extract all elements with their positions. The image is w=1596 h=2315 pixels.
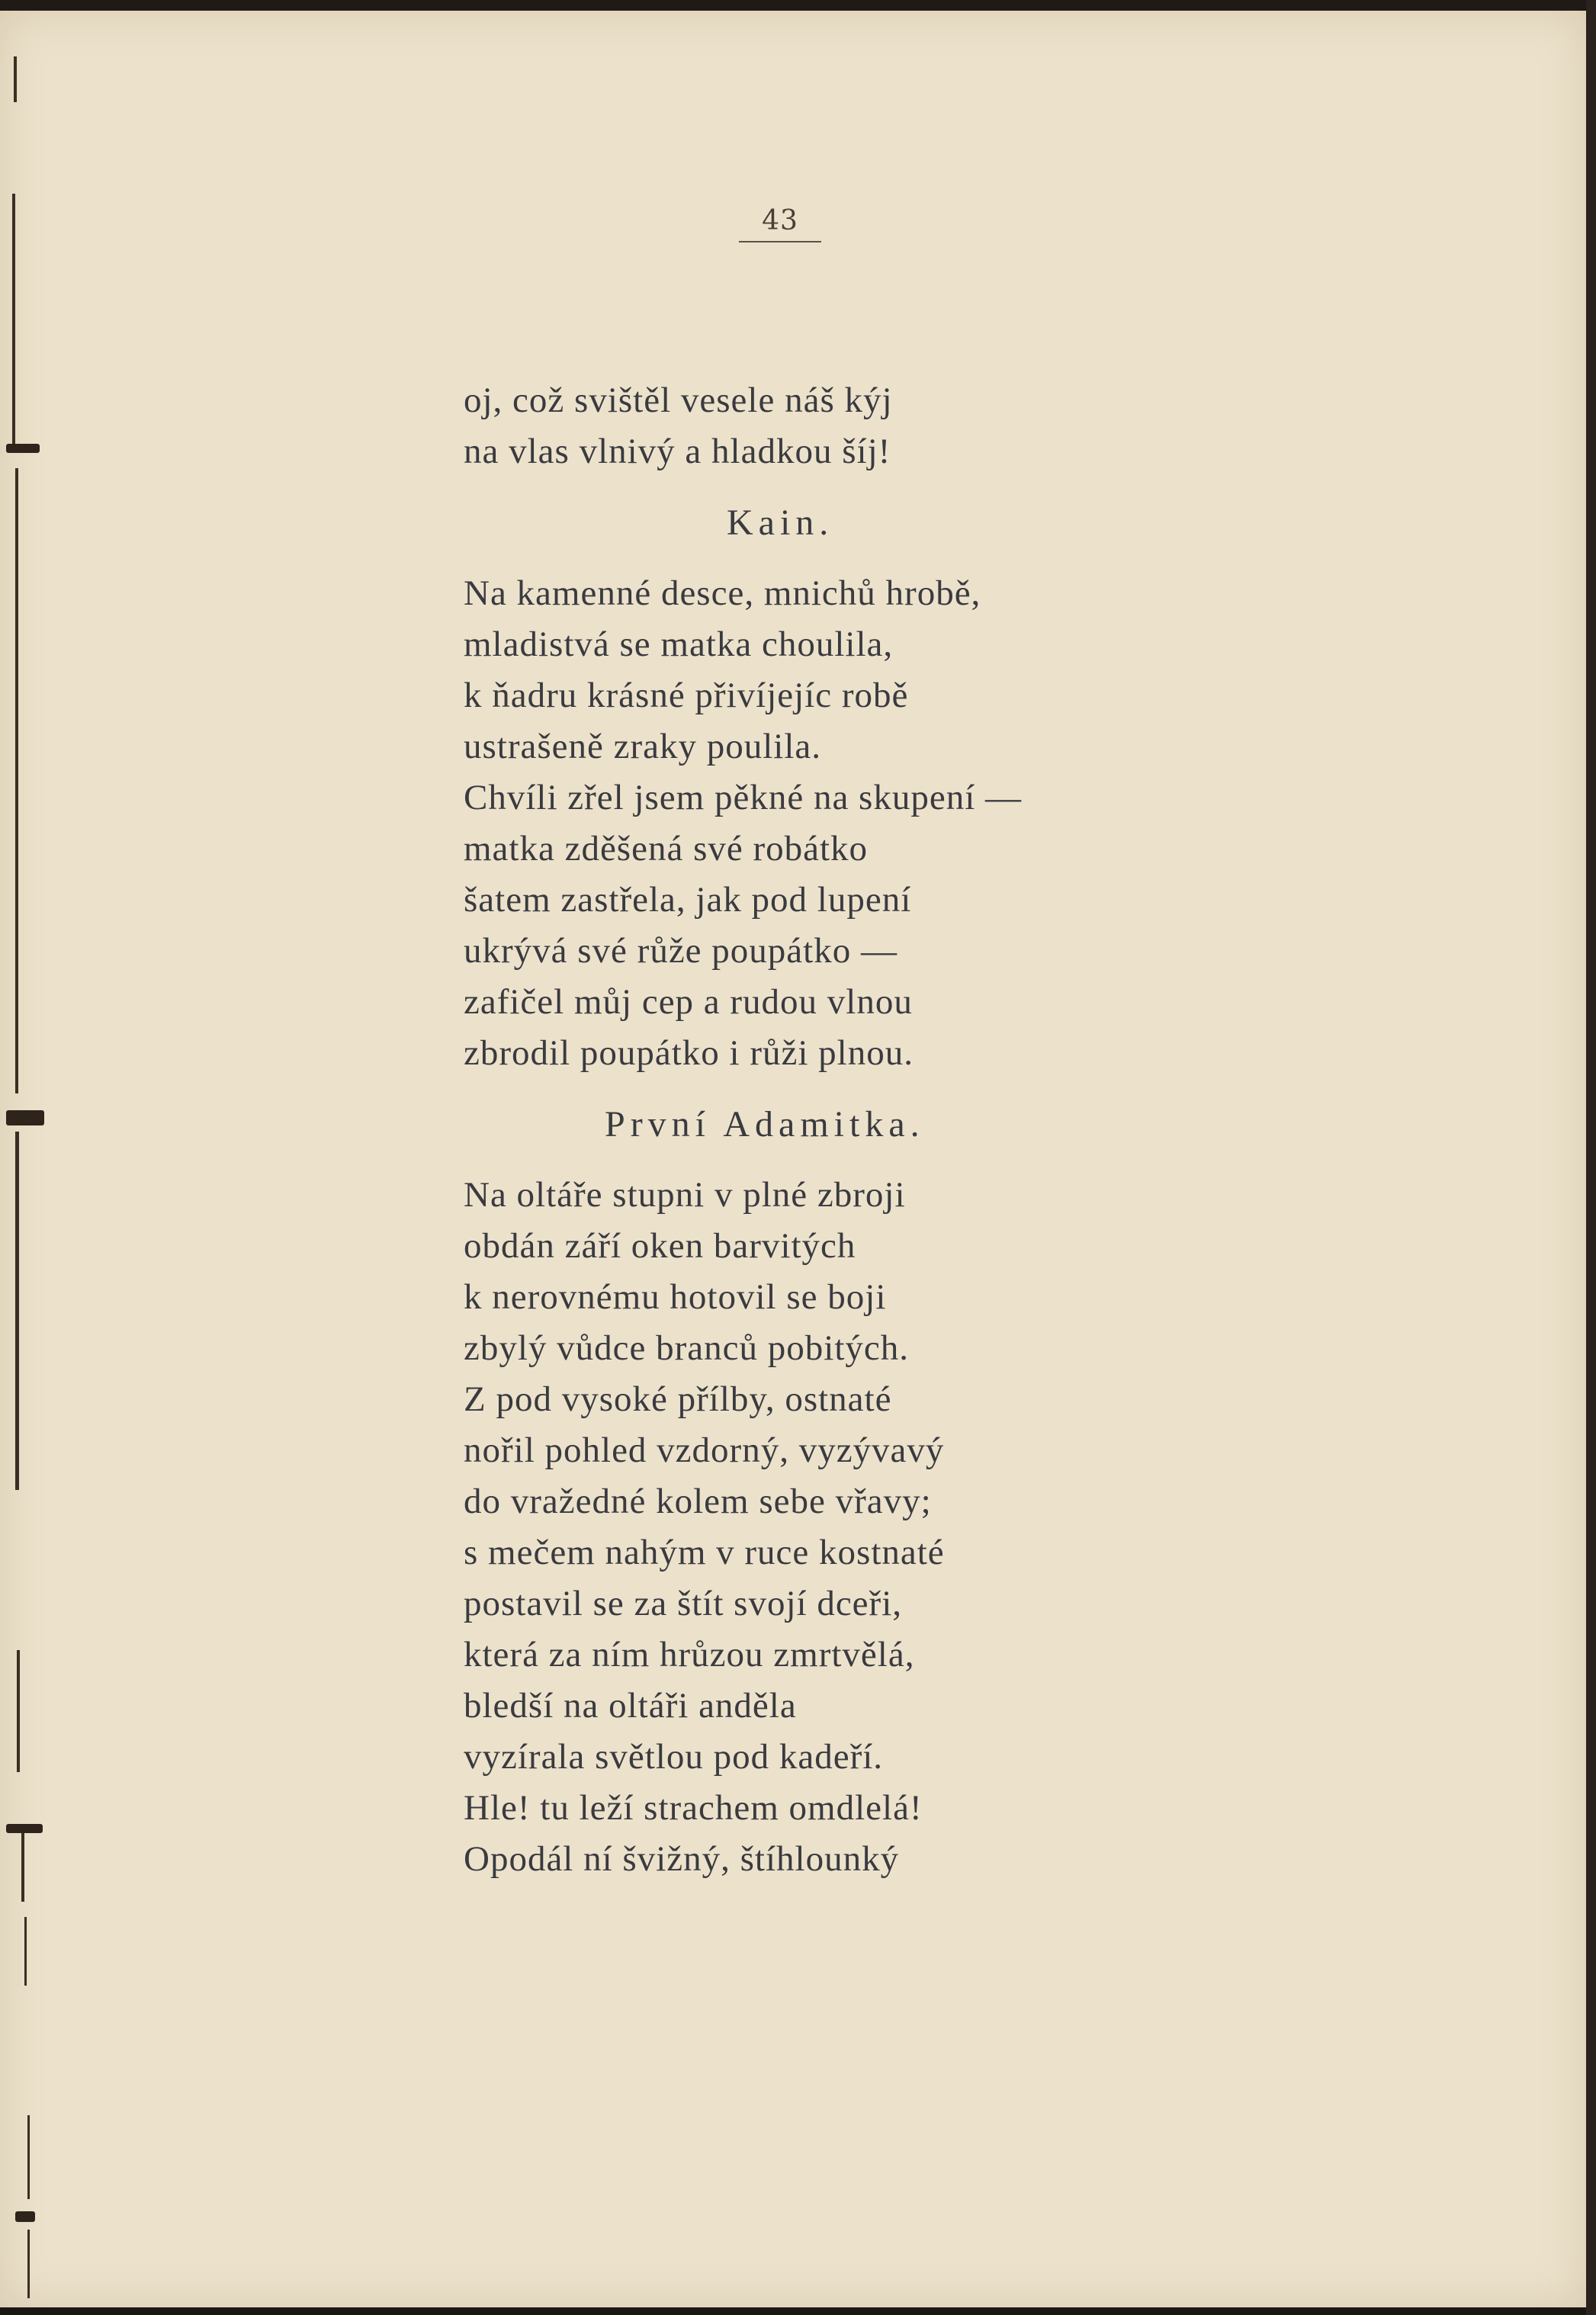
poem-line: ukrývá své růže poupátko — <box>464 931 898 971</box>
binding-mark <box>6 444 40 453</box>
poem-line: bledší na oltáři anděla <box>464 1686 797 1726</box>
poem-line: k ňadru krásné přivíjejíc robě <box>464 676 909 715</box>
poem-line: zafičel můj cep a rudou vlnou <box>464 982 913 1022</box>
poem-line: Z pod vysoké přílby, ostnaté <box>464 1379 892 1419</box>
poem-body <box>464 375 1188 1885</box>
poem-line: Na oltáře stupni v plné zbroji <box>464 1175 906 1215</box>
poem-line: Hle! tu leží strachem omdlelá! <box>464 1788 923 1828</box>
poem-line: matka zděšená své robátko <box>464 829 869 869</box>
section-title-prvni-adamitka: První Adamitka. <box>605 1104 925 1145</box>
binding-mark <box>17 1650 20 1772</box>
poem-line: zbylý vůdce branců pobitých. <box>464 1328 909 1368</box>
binding-mark <box>14 56 17 102</box>
poem-line: obdán září oken barvitých <box>464 1226 856 1266</box>
binding-mark <box>15 1132 19 1490</box>
poem-line: oj, což svištěl vesele náš kýj <box>464 380 893 420</box>
poem-line: zbrodil poupátko i růži plnou. <box>464 1033 914 1073</box>
binding-mark <box>12 194 15 453</box>
section-title-kain: Kain. <box>727 502 834 543</box>
binding-mark <box>6 1110 44 1125</box>
scan-right-edge <box>1586 0 1596 2315</box>
poem-line: nořil pohled vzdorný, vyzývavý <box>464 1430 945 1470</box>
poem-line: Chvíli zřel jsem pěkné na skupení — <box>464 778 1023 817</box>
binding-mark <box>27 2115 30 2199</box>
page-number-rule <box>739 241 821 242</box>
binding-mark <box>24 1917 27 1986</box>
book-page <box>0 11 1586 2307</box>
binding-mark <box>15 2211 35 2222</box>
poem-line: ustrašeně zraky poulila. <box>464 727 822 766</box>
poem-line: k nerovnému hotovil se boji <box>464 1277 887 1317</box>
poem-line: do vražedné kolem sebe vřavy; <box>464 1482 932 1521</box>
binding-mark <box>21 1833 24 1902</box>
poem-line: na vlas vlnivý a hladkou šíj! <box>464 432 891 471</box>
poem-line: s mečem nahým v ruce kostnaté <box>464 1533 945 1572</box>
poem-line: šatem zastřela, jak pod lupení <box>464 880 912 920</box>
scan-top-edge <box>0 0 1596 11</box>
binding-mark <box>15 468 18 1093</box>
binding-mark <box>6 1824 43 1833</box>
poem-line: vyzírala světlou pod kadeří. <box>464 1737 884 1777</box>
page-number-block <box>738 207 822 242</box>
poem-line: která za ním hrůzou zmrtvělá, <box>464 1635 915 1674</box>
poem-line: mladistvá se matka choulila, <box>464 625 894 664</box>
poem-line: Na kamenné desce, mnichů hrobě, <box>464 573 981 613</box>
binding-mark <box>27 2230 30 2298</box>
poem-line: postavil se za štít svojí dceři, <box>464 1584 903 1623</box>
poem-line: Opodál ní švižný, štíhlounký <box>464 1839 900 1879</box>
page-number: 43 <box>762 205 798 236</box>
